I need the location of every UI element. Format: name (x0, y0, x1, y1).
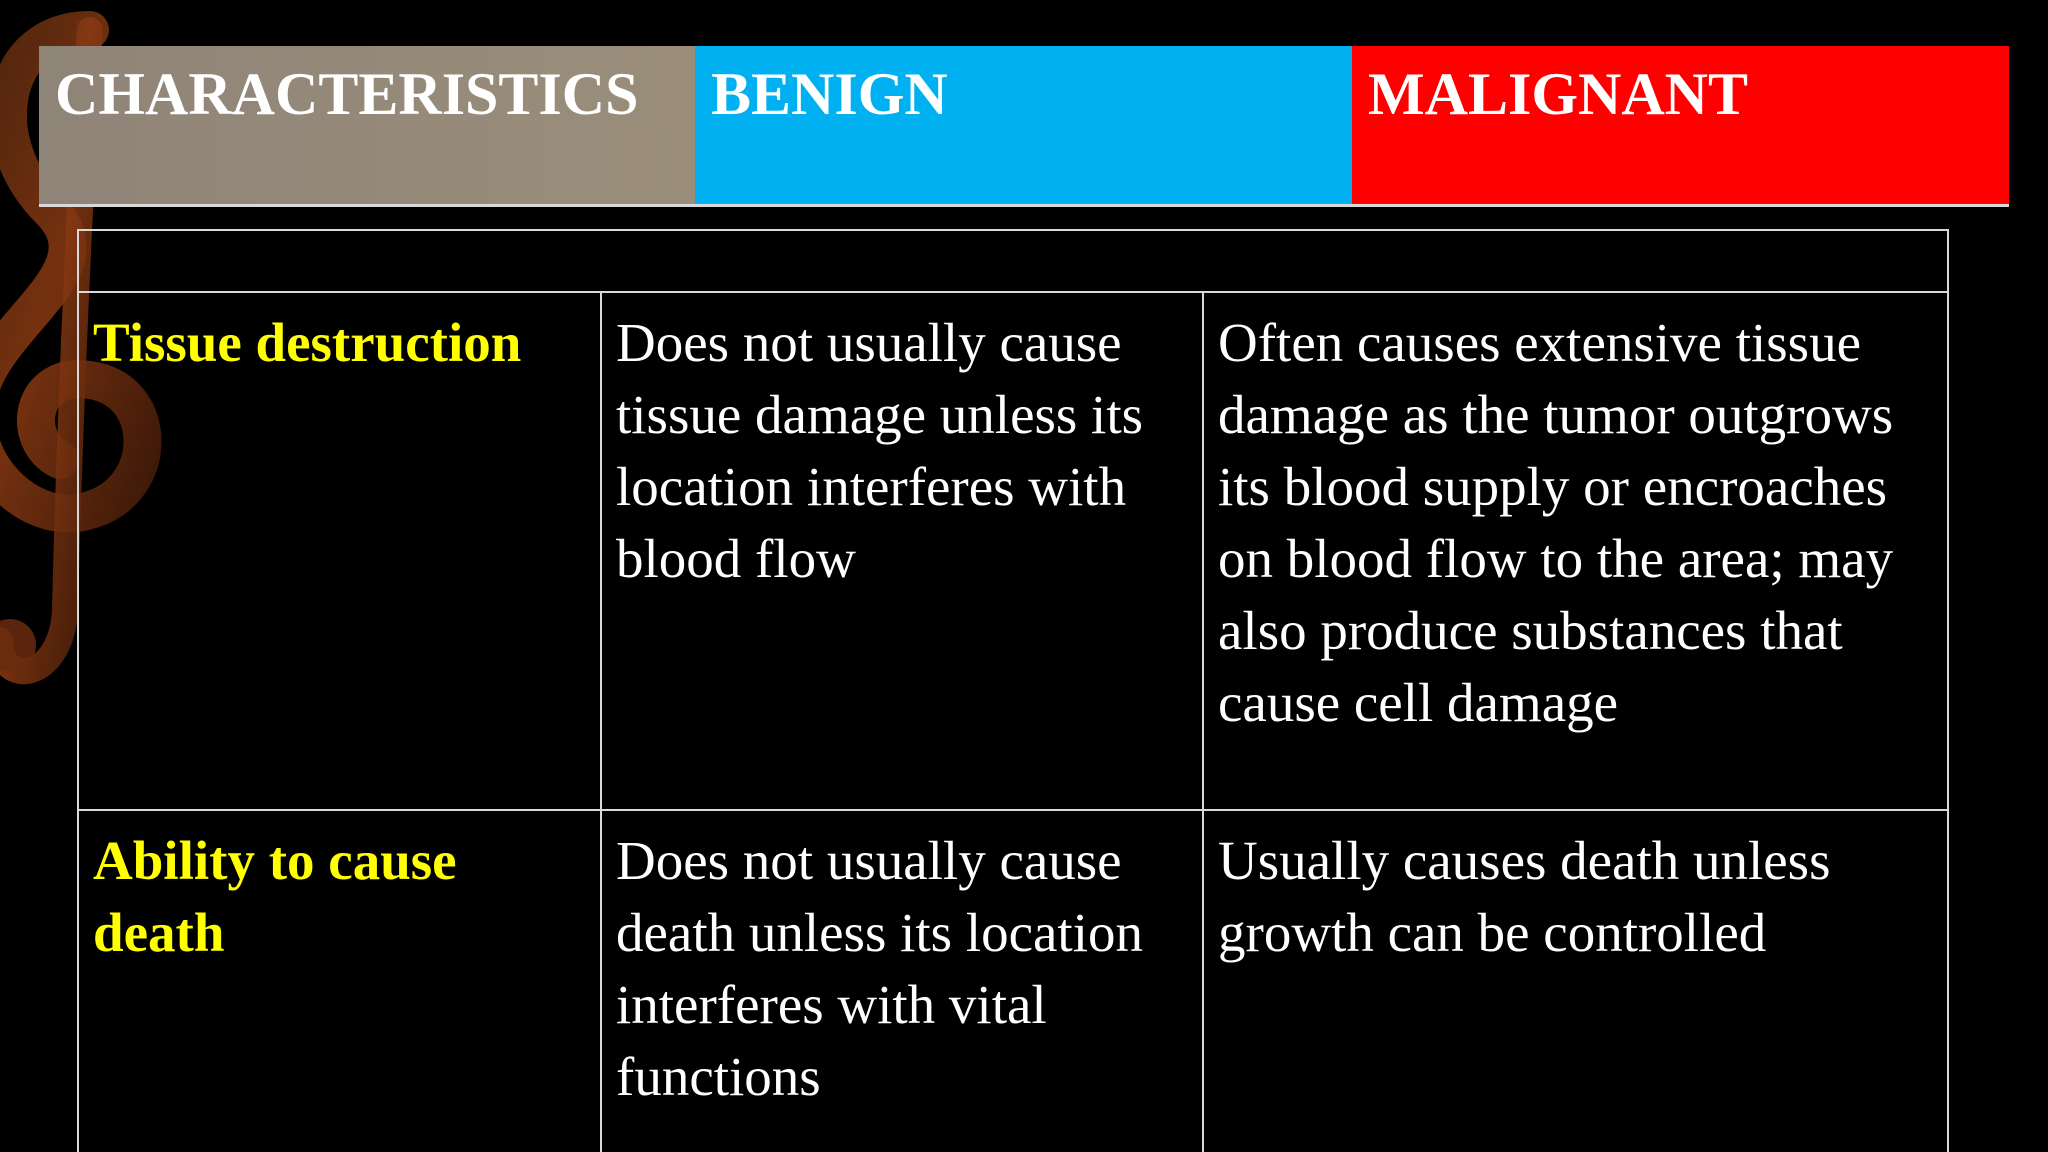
benign-cell-tissue-destruction: Does not usually cause tissue damage unless its location interferes with blood flow (601, 292, 1203, 810)
header-benign: BENIGN (695, 46, 1352, 204)
row-label-ability-to-cause-death: Ability to cause death (78, 810, 601, 1152)
table-grid (77, 229, 1949, 1152)
comparison-table (77, 229, 1947, 1152)
table-row (78, 810, 1948, 1152)
row-label-tissue-destruction: Tissue destruction (78, 292, 601, 810)
header-characteristics: CHARACTERISTICS (39, 46, 695, 204)
header-bar (39, 46, 2009, 207)
table-blank-row (78, 230, 1948, 292)
header-malignant: MALIGNANT (1352, 46, 2009, 204)
malignant-cell-tissue-destruction: Often causes extensive tissue damage as the tumor outgrows its blood supply or encroaches on blood flow to the area; may also produce substances that cause cell damage (1203, 292, 1948, 810)
malignant-cell-ability-to-cause-death: Usually causes death unless growth can be controlled (1203, 810, 1948, 1152)
benign-cell-ability-to-cause-death: Does not usually cause death unless its location interferes with vital functions (601, 810, 1203, 1152)
table-row (78, 292, 1948, 810)
blank-cell (78, 230, 1948, 292)
